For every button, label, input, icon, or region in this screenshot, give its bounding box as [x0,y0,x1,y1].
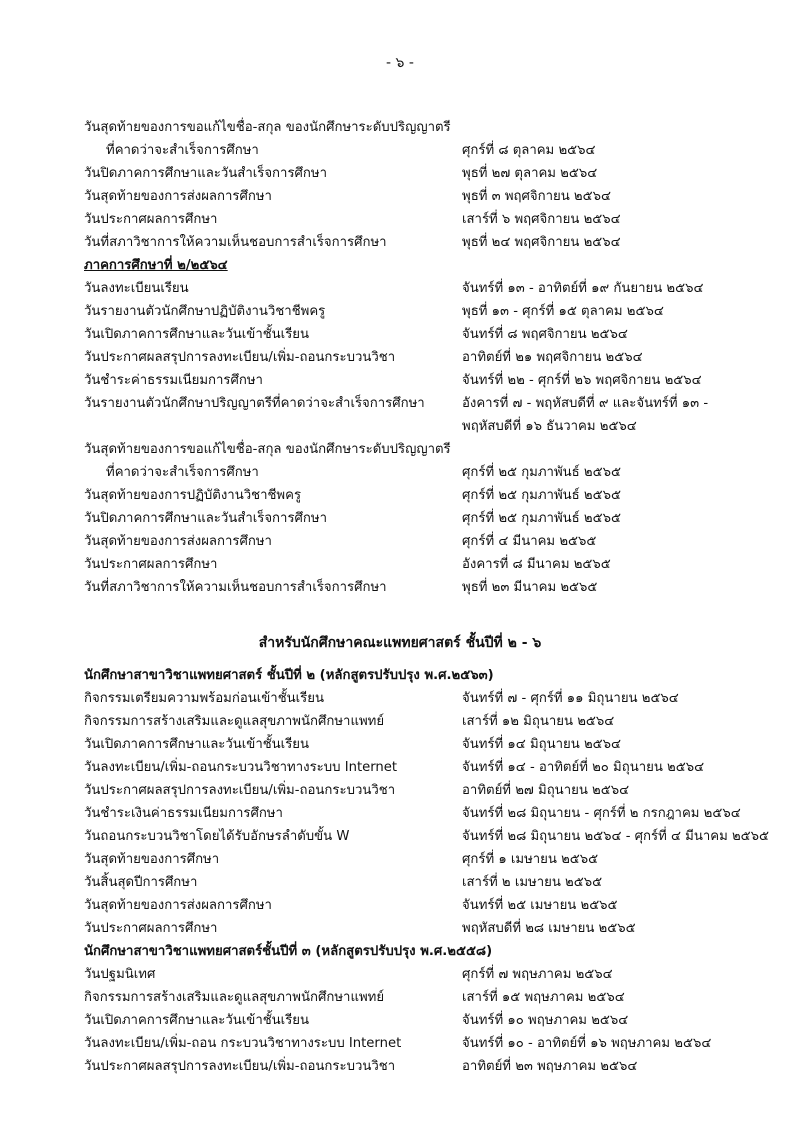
event-date: ศุกร์ที่ ๒๕ กุมภาพันธ์ ๒๕๖๕ [462,488,621,503]
event-label: วันสุดท้ายของการปฏิบัติงานวิชาชีพครู [84,488,302,503]
schedule-row [0,300,800,323]
medicine-year3-section [0,940,800,1078]
medicine-year2-section [0,664,800,940]
event-date: เสาร์ที่ ๖ พฤศจิกายน ๒๕๖๔ [462,212,621,227]
schedule-row [0,139,800,162]
year2-heading-row [0,664,800,687]
event-label: วันปิดภาคการศึกษาและวันสำเร็จการศึกษา [84,166,327,181]
event-date: ศุกร์ที่ ๘ ตุลาคม ๒๕๖๔ [462,143,596,158]
event-label: กิจกรรมเตรียมความพร้อมก่อนเข้าชั้นเรียน [84,691,324,706]
event-date: อาทิตย์ที่ ๒๗ มิถุนายน ๒๕๖๔ [462,783,630,798]
schedule-row [0,461,800,484]
event-label: วันถอนกระบวนวิชาโดยได้รับอักษรลำดับขั้น W [84,829,350,844]
schedule-row [0,323,800,346]
event-date: จันทร์ที่ ๑๔ มิถุนายน ๒๕๖๔ [462,737,622,752]
event-label: วันสุดท้ายของการส่งผลการศึกษา [84,898,272,913]
schedule-row [0,1009,800,1032]
schedule-row [0,576,800,599]
event-label: วันสิ้นสุดปีการศึกษา [84,875,198,890]
event-date: ศุกร์ที่ ๒๕ กุมภาพันธ์ ๒๕๖๕ [462,511,621,526]
schedule-row [0,415,800,438]
event-date: พุธที่ ๓ พฤศจิกายน ๒๕๖๔ [462,189,611,204]
event-date: เสาร์ที่ ๑๒ มิถุนายน ๒๕๖๔ [462,714,615,729]
schedule-part1 [0,116,800,254]
event-label: วันปฐมนิเทศ [84,967,156,982]
semester2-heading: ภาคการศึกษาที่ ๒/๒๕๖๔ [84,258,228,273]
event-date: อังคารที่ ๘ มีนาคม ๒๕๖๕ [462,557,611,572]
event-label: วันสุดท้ายของการขอแก้ไขชื่อ-สกุล ของนักศึกษาระดับปริญญาตรี [84,120,451,135]
schedule-row [0,277,800,300]
event-label: วันรายงานตัวนักศึกษาปริญญาตรีที่คาดว่าจะสำเร็จการศึกษา [84,396,425,411]
event-date: ศุกร์ที่ ๒๕ กุมภาพันธ์ ๒๕๖๕ [462,465,621,480]
schedule-row [0,1032,800,1055]
event-date: จันทร์ที่ ๒๘ มิถุนายน - ศุกร์ที่ ๒ กรกฎาคม ๒๕๖๔ [462,806,741,821]
schedule-row [0,553,800,576]
schedule-row [0,116,800,139]
year3-heading-row [0,940,800,963]
event-date: จันทร์ที่ ๒๒ - ศุกร์ที่ ๒๖ พฤศจิกายน ๒๕๖๔ [462,373,702,388]
schedule-row [0,484,800,507]
event-date: อังคารที่ ๗ - พฤหัสบดีที่ ๙ และจันทร์ที่ ๑๓ - [462,396,709,411]
medicine-title: สำหรับนักศึกษาคณะแพทยศาสตร์ ชั้นปีที่ ๒ - ๖ [258,635,542,651]
event-label: วันที่สภาวิชาการให้ความเห็นชอบการสำเร็จการศึกษา [84,235,387,250]
page-number: - ๖ - [386,55,414,71]
semester2-heading-row [0,254,800,277]
schedule-row [0,986,800,1009]
event-date: พุธที่ ๒๗ ตุลาคม ๒๕๖๔ [462,166,598,181]
schedule-row [0,392,800,415]
event-label: วันสุดท้ายของการส่งผลการศึกษา [84,534,272,549]
schedule-row [0,231,800,254]
schedule-row [0,687,800,710]
event-date: พุธที่ ๒๔ พฤศจิกายน ๒๕๖๔ [462,235,621,250]
event-label: ที่คาดว่าจะสำเร็จการศึกษา [106,465,259,480]
event-label: ที่คาดว่าจะสำเร็จการศึกษา [106,143,259,158]
schedule-row [0,438,800,461]
event-date: เสาร์ที่ ๑๕ พฤษภาคม ๒๕๖๔ [462,990,625,1005]
event-date: จันทร์ที่ ๑๓ - อาทิตย์ที่ ๑๙ กันยายน ๒๕๖๔ [462,281,704,296]
event-date: จันทร์ที่ ๑๐ - อาทิตย์ที่ ๑๖ พฤษภาคม ๒๕๖๔ [462,1036,712,1051]
event-label: กิจกรรมการสร้างเสริมและดูแลสุขภาพนักศึกษาแพทย์ [84,990,385,1005]
event-date: พุธที่ ๑๓ - ศุกร์ที่ ๑๕ ตุลาคม ๒๕๖๔ [462,304,664,319]
event-date: ศุกร์ที่ ๗ พฤษภาคม ๒๕๖๔ [462,967,613,982]
event-date: จันทร์ที่ ๒๕ เมษายน ๒๕๖๕ [462,898,618,913]
semester2-section [0,254,800,599]
event-label: วันประกาศผลสรุปการลงทะเบียน/เพิ่ม-ถอนกระบวนวิชา [84,350,396,365]
schedule-row [0,963,800,986]
event-label: วันประกาศผลสรุปการลงทะเบียน/เพิ่ม-ถอนกระบวนวิชา [84,783,396,798]
event-label: วันเปิดภาคการศึกษาและวันเข้าชั้นเรียน [84,327,310,342]
event-date: เสาร์ที่ ๒ เมษายน ๒๕๖๕ [462,875,603,890]
event-date: จันทร์ที่ ๑๐ พฤษภาคม ๒๕๖๔ [462,1013,629,1028]
schedule-row [0,346,800,369]
event-label: วันชำระค่าธรรมเนียมการศึกษา [84,373,263,388]
schedule-row [0,894,800,917]
event-label: วันสุดท้ายของการศึกษา [84,852,220,867]
event-label: วันประกาศผลสรุปการลงทะเบียน/เพิ่ม-ถอนกระบวนวิชา [84,1059,396,1074]
event-date: ศุกร์ที่ ๑ เมษายน ๒๕๖๕ [462,852,599,867]
event-label: วันลงทะเบียน/เพิ่ม-ถอน กระบวนวิชาทางระบบ Internet [84,1036,402,1051]
schedule-row [0,802,800,825]
year3-heading: นักศึกษาสาขาวิชาแพทยศาสตร์ชั้นปีที่ ๓ (หลักสูตรปรับปรุง พ.ศ.๒๕๕๘) [84,944,493,959]
event-label: วันประกาศผลการศึกษา [84,557,218,572]
year2-heading: นักศึกษาสาขาวิชาแพทยศาสตร์ ชั้นปีที่ ๒ (หลักสูตรปรับปรุง พ.ศ.๒๕๖๓) [84,668,494,683]
event-label: วันที่สภาวิชาการให้ความเห็นชอบการสำเร็จการศึกษา [84,580,387,595]
schedule-row [0,710,800,733]
event-label: วันเปิดภาคการศึกษาและวันเข้าชั้นเรียน [84,737,310,752]
event-date: พฤหัสบดีที่ ๑๖ ธันวาคม ๒๕๖๔ [462,419,637,434]
event-label: วันรายงานตัวนักศึกษาปฏิบัติงานวิชาชีพครู [84,304,326,319]
event-date: อาทิตย์ที่ ๒๑ พฤศจิกายน ๒๕๖๔ [462,350,643,365]
schedule-row [0,185,800,208]
schedule-row [0,733,800,756]
event-label: วันสุดท้ายของการขอแก้ไขชื่อ-สกุล ของนักศึกษาระดับปริญญาตรี [84,442,451,457]
event-date: จันทร์ที่ ๘ พฤศจิกายน ๒๕๖๔ [462,327,628,342]
schedule-row [0,825,800,848]
event-label: วันลงทะเบียน/เพิ่ม-ถอนกระบวนวิชาทางระบบ Internet [84,760,398,775]
event-date: พฤหัสบดีที่ ๒๘ เมษายน ๒๕๖๕ [462,921,636,936]
schedule-row [0,917,800,940]
schedule-row [0,507,800,530]
event-label: วันปิดภาคการศึกษาและวันสำเร็จการศึกษา [84,511,327,526]
schedule-row [0,779,800,802]
schedule-row [0,208,800,231]
event-date: ศุกร์ที่ ๔ มีนาคม ๒๕๖๕ [462,534,597,549]
event-label: วันชำระเงินค่าธรรมเนียมการศึกษา [84,806,283,821]
event-label: วันประกาศผลการศึกษา [84,212,218,227]
event-label: วันเปิดภาคการศึกษาและวันเข้าชั้นเรียน [84,1013,310,1028]
event-label: กิจกรรมการสร้างเสริมและดูแลสุขภาพนักศึกษาแพทย์ [84,714,385,729]
schedule-row [0,848,800,871]
event-label: วันสุดท้ายของการส่งผลการศึกษา [84,189,272,204]
schedule-row [0,756,800,779]
event-date: จันทร์ที่ ๒๘ มิถุนายน ๒๕๖๔ - ศุกร์ที่ ๔ มีนาคม ๒๕๖๕ [462,829,770,844]
schedule-row [0,530,800,553]
event-label: วันประกาศผลการศึกษา [84,921,218,936]
event-label: วันลงทะเบียนเรียน [84,281,189,296]
schedule-row [0,162,800,185]
event-date: อาทิตย์ที่ ๒๓ พฤษภาคม ๒๕๖๔ [462,1059,638,1074]
event-date: จันทร์ที่ ๑๔ - อาทิตย์ที่ ๒๐ มิถุนายน ๒๕๖๔ [462,760,705,775]
schedule-row [0,1055,800,1078]
schedule-row [0,871,800,894]
schedule-row [0,369,800,392]
event-date: พุธที่ ๒๓ มีนาคม ๒๕๖๕ [462,580,598,595]
event-date: จันทร์ที่ ๗ - ศุกร์ที่ ๑๑ มิถุนายน ๒๕๖๔ [462,691,679,706]
